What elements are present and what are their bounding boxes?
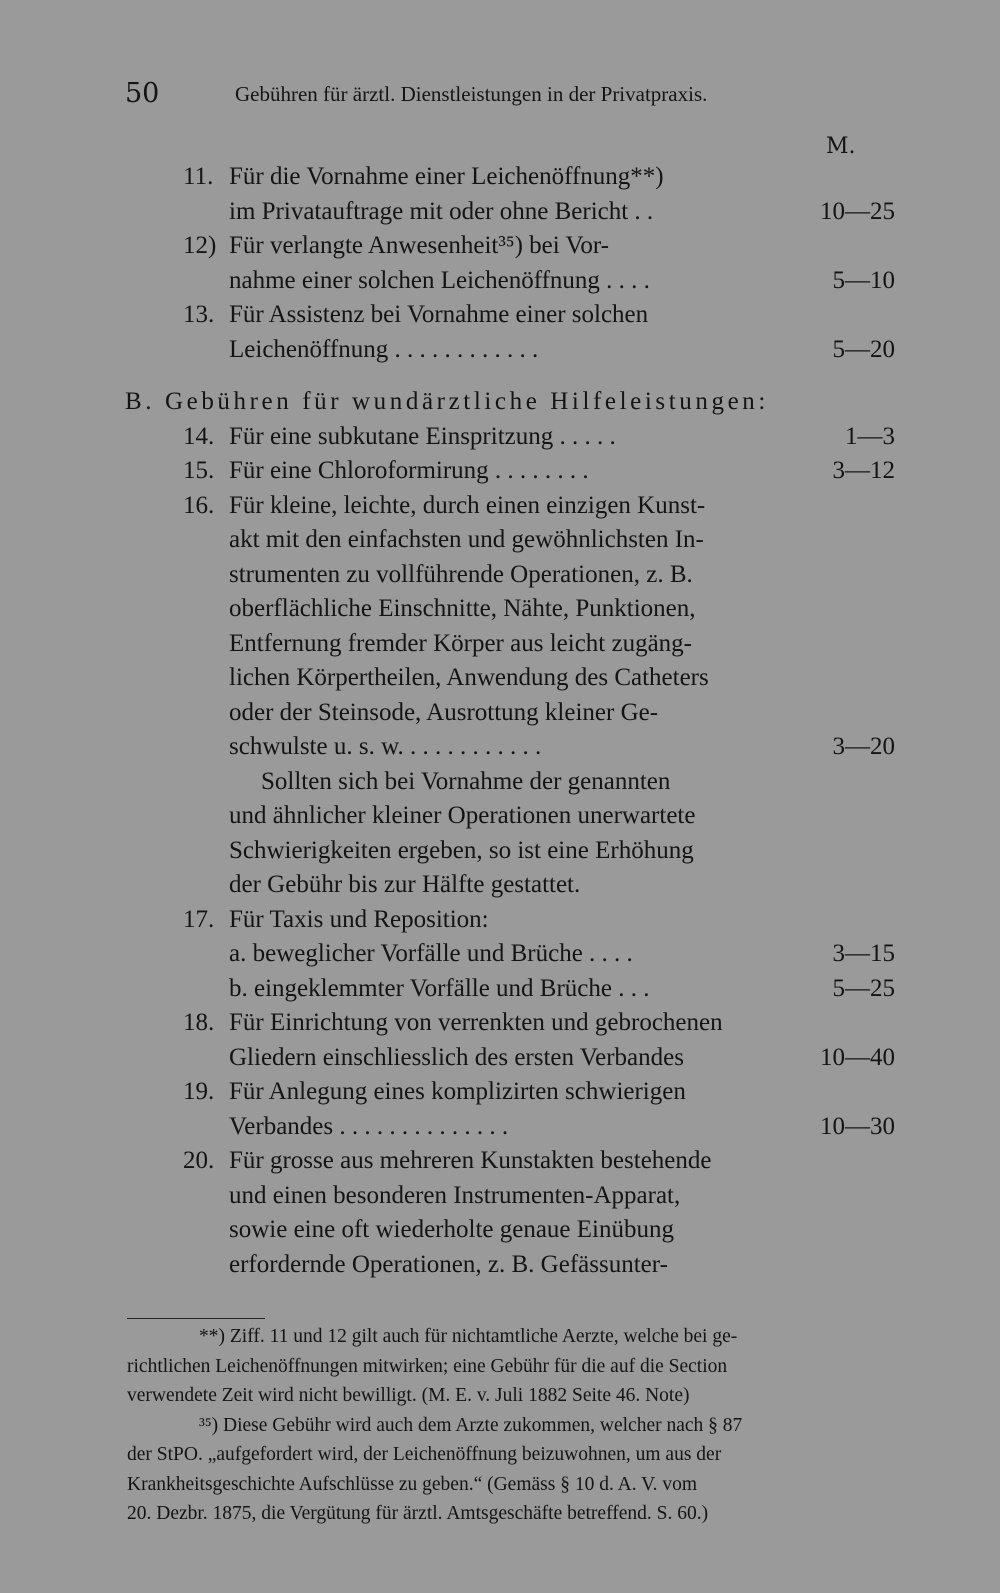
note-text: Schwierigkeiten ergeben, so ist eine Erhöhung bbox=[229, 836, 694, 864]
fee-value: 5—25 bbox=[832, 974, 895, 1002]
list-item-line bbox=[125, 627, 895, 662]
fee-value: 1—3 bbox=[845, 422, 895, 450]
list-item-line bbox=[125, 489, 895, 524]
item-number: 18. bbox=[183, 1009, 215, 1036]
list-item-line bbox=[125, 972, 895, 1007]
item-number: 12) bbox=[183, 232, 217, 259]
fee-list bbox=[125, 160, 895, 1282]
page-number: 50 bbox=[125, 78, 160, 109]
item-text: sowie eine oft wiederholte genaue Einübung bbox=[229, 1216, 674, 1243]
list-item-line bbox=[125, 454, 895, 489]
section-b-title: B. Gebühren für wundärztliche Hilfeleistungen: bbox=[125, 388, 769, 415]
item-number: 14. bbox=[183, 422, 215, 450]
footnote-line: verwendete Zeit wird nicht bewilligt. (M. E. v. Juli 1882 Seite 46. Note) bbox=[127, 1385, 690, 1406]
running-title: Gebühren für ärztl. Dienstleistungen in der Privatpraxis. bbox=[235, 82, 708, 106]
item-number: 11. bbox=[183, 163, 214, 190]
fee-value: 10—30 bbox=[820, 1112, 895, 1140]
fee-value: 5—10 bbox=[832, 266, 895, 294]
footnote-line: Krankheitsgeschichte Aufschlüsse zu geben.“ (Gemäss § 10 d. A. V. vom bbox=[127, 1473, 698, 1495]
fee-value: 10—25 bbox=[820, 197, 895, 225]
fee-value: 10—40 bbox=[820, 1043, 895, 1071]
item-number: 13. bbox=[183, 301, 215, 328]
item-text: Für eine subkutane Einspritzung . . . . . bbox=[229, 422, 616, 450]
footnote-line: 20. Dezbr. 1875, die Vergütung für ärztl. Amtsgeschäfte betreffend. S. 60.) bbox=[127, 1503, 709, 1524]
list-item-line bbox=[125, 298, 895, 333]
list-item-line bbox=[125, 1248, 895, 1283]
list-item-line bbox=[125, 1213, 895, 1248]
list-item-line bbox=[125, 1041, 895, 1076]
list-item-line bbox=[125, 730, 895, 765]
note-line bbox=[125, 799, 895, 834]
item-text: a. beweglicher Vorfälle und Brüche . . . . bbox=[229, 940, 633, 967]
item-text: nahme einer solchen Leichenöffnung . . . . bbox=[229, 266, 650, 294]
item-number: 20. bbox=[183, 1147, 215, 1174]
item-text: erfordernde Operationen, z. B. Gefässunter- bbox=[229, 1250, 668, 1278]
currency-column-header: M. bbox=[826, 134, 856, 159]
footnote-line: der StPO. „aufgefordert wird, der Leichenöffnung beizuwohnen, um aus der bbox=[127, 1444, 722, 1465]
spacer bbox=[125, 367, 895, 385]
list-item-line bbox=[125, 661, 895, 696]
fee-value: 3—12 bbox=[832, 457, 895, 484]
section-heading bbox=[125, 385, 895, 420]
item-text: und einen besonderen Instrumenten-Apparat, bbox=[229, 1181, 681, 1209]
item-text: Für verlangte Anwesenheit³⁵) bei Vor- bbox=[229, 232, 609, 259]
footnote-line: ³⁵) Diese Gebühr wird auch dem Arzte zukommen, welcher nach § 87 bbox=[199, 1414, 743, 1436]
fee-value: 3—15 bbox=[832, 940, 895, 967]
note-line bbox=[125, 868, 895, 903]
list-item-line bbox=[125, 1179, 895, 1214]
item-text: oberflächliche Einschnitte, Nähte, Punktionen, bbox=[229, 595, 696, 622]
item-number: 19. bbox=[183, 1078, 215, 1105]
note-line bbox=[125, 834, 895, 869]
list-item-line bbox=[125, 1006, 895, 1041]
list-item-line bbox=[125, 1144, 895, 1179]
note-line bbox=[125, 765, 895, 800]
list-item-line bbox=[125, 1110, 895, 1145]
item-text: Verbandes . . . . . . . . . . . . . . bbox=[229, 1112, 509, 1140]
list-item-line bbox=[125, 937, 895, 972]
item-text: Für Taxis und Reposition: bbox=[229, 905, 489, 933]
item-text: Leichenöffnung . . . . . . . . . . . . bbox=[229, 335, 539, 363]
footnote-line: **) Ziff. 11 und 12 gilt auch für nichtamtliche Aerzte, welche bei ge- bbox=[199, 1326, 738, 1347]
item-text: lichen Körpertheilen, Anwendung des Catheters bbox=[229, 664, 709, 691]
list-item-line bbox=[125, 1075, 895, 1110]
item-text: Für kleine, leichte, durch einen einzigen Kunst- bbox=[229, 491, 706, 519]
item-text: Entfernung fremder Körper aus leicht zugäng- bbox=[229, 629, 693, 657]
item-text: schwulste u. s. w. . . . . . . . . . . . bbox=[229, 733, 542, 760]
item-text: im Privatauftrage mit oder ohne Bericht . . bbox=[229, 197, 654, 225]
list-item-line bbox=[125, 229, 895, 264]
item-text: Für die Vornahme einer Leichenöffnung**) bbox=[229, 163, 664, 190]
item-text: oder der Steinsode, Ausrottung kleiner Ge- bbox=[229, 698, 659, 726]
list-item-line bbox=[125, 160, 895, 195]
footnote-line: richtlichen Leichenöffnungen mitwirken; eine Gebühr für die auf die Section bbox=[127, 1355, 728, 1377]
item-text: Gliedern einschliesslich des ersten Verbandes bbox=[229, 1043, 684, 1071]
footnotes bbox=[127, 1322, 897, 1529]
list-item-line bbox=[125, 420, 895, 455]
item-number: 17. bbox=[183, 905, 215, 933]
item-number: 15. bbox=[183, 457, 215, 484]
list-item-line bbox=[125, 558, 895, 593]
fee-value: 5—20 bbox=[832, 335, 895, 363]
fee-value: 3—20 bbox=[832, 733, 895, 760]
list-item-line bbox=[125, 696, 895, 731]
list-item-line bbox=[125, 523, 895, 558]
note-text: Sollten sich bei Vornahme der genannten bbox=[261, 767, 671, 795]
list-item-line bbox=[125, 264, 895, 299]
note-text: der Gebühr bis zur Hälfte gestattet. bbox=[229, 871, 581, 898]
item-text: Für eine Chloroformirung . . . . . . . . bbox=[229, 457, 589, 484]
item-text: Für grosse aus mehreren Kunstakten bestehende bbox=[229, 1147, 712, 1174]
item-number: 16. bbox=[183, 491, 215, 519]
item-text: strumenten zu vollführende Operationen, z. B. bbox=[229, 560, 693, 588]
item-text: Für Anlegung eines komplizirten schwierigen bbox=[229, 1078, 686, 1105]
list-item-line bbox=[125, 903, 895, 938]
list-item-line bbox=[125, 592, 895, 627]
list-item-line bbox=[125, 333, 895, 368]
item-text: b. eingeklemmter Vorfälle und Brüche . . . bbox=[229, 974, 650, 1002]
list-item-line bbox=[125, 195, 895, 230]
footnote-rule bbox=[127, 1318, 265, 1319]
item-text: Für Einrichtung von verrenkten und gebrochenen bbox=[229, 1009, 723, 1036]
item-text: Für Assistenz bei Vornahme einer solchen bbox=[229, 301, 649, 328]
item-text: akt mit den einfachsten und gewöhnlichsten In- bbox=[229, 526, 704, 553]
page-header bbox=[125, 78, 895, 114]
note-text: und ähnlicher kleiner Operationen unerwartete bbox=[229, 802, 696, 829]
